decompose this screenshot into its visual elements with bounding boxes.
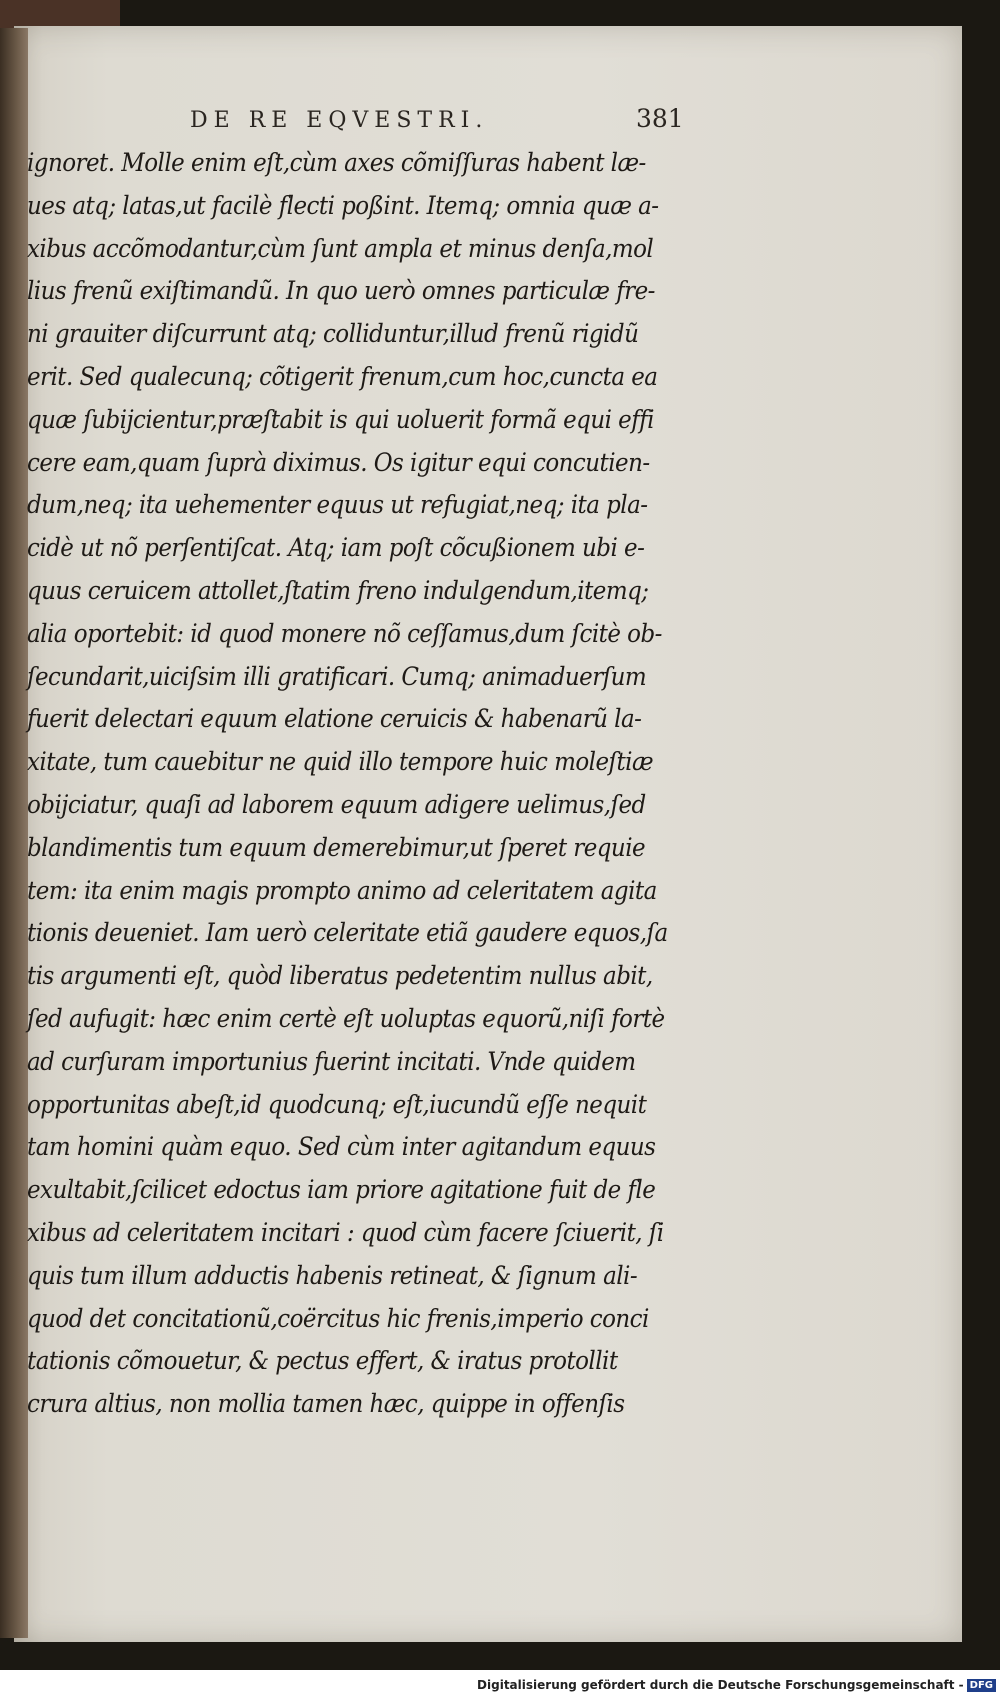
text-line: quus ceruicem attollet,ſtatim freno indulgendum,itemq;: [27, 575, 649, 605]
text-line: blandimentis tum equum demerebimur,ut ſperet requie: [27, 832, 646, 862]
text-line: tam homini quàm equo. Sed cùm inter agitandum equus: [27, 1132, 656, 1162]
digitization-credit: [477, 1678, 996, 1692]
dfg-logo-icon: DFG: [967, 1679, 996, 1692]
text-line: dum,neq; ita uehementer equus ut refugiat,neq; ita pla-: [27, 490, 648, 520]
text-line: fuerit delectari equum elatione ceruicis & habenarũ la-: [27, 704, 642, 734]
text-line: ſecundarit,uiciſsim illi gratificari. Cumq; animaduerſum: [27, 661, 647, 691]
text-line: ni grauiter diſcurrunt atq; colliduntur,illud frenũ rigidũ: [27, 319, 639, 349]
text-line: cidè ut nõ perſentiſcat. Atq; iam poſt cõcußionem ubi e-: [27, 533, 645, 563]
text-line: tionis deueniet. Iam uerò celeritate etiã gaudere equos,ſa: [27, 918, 668, 948]
text-line: tis argumenti eſt, quòd liberatus pedetentim nullus abit,: [27, 961, 653, 991]
page-number: 381: [636, 104, 684, 133]
text-line: quis tum illum adductis habenis retineat, & ſignum ali-: [27, 1260, 638, 1290]
text-line: alia oportebit: id quod monere nõ ceſſamus,dum ſcitè ob-: [27, 618, 662, 648]
text-line: xibus accõmodantur,cùm ſunt ampla et minus denſa,mol: [27, 233, 654, 263]
text-line: tem: ita enim magis prompto animo ad celeritatem agita: [27, 875, 657, 905]
text-line: ſed aufugit: hæc enim certè eſt uoluptas equorũ,niſi fortè: [27, 1003, 665, 1033]
text-line: ues atq; latas,ut facilè flecti poßint. Itemq; omnia quæ a-: [27, 190, 659, 220]
body-text: [27, 142, 717, 1426]
text-line: crura altius, non mollia tamen hæc, quippe in offenſis: [27, 1389, 625, 1419]
text-line: erit. Sed qualecunq; cõtigerit frenum,cum hoc,cuncta ea: [27, 361, 658, 391]
text-line: xitate, tum cauebitur ne quid illo tempore huic moleſtiæ: [27, 747, 654, 777]
text-line: ad curſuram importunius fuerint incitati. Vnde quidem: [27, 1046, 636, 1076]
text-line: ignoret. Molle enim eſt,cùm axes cõmiſſuras habent læ-: [27, 148, 646, 177]
text-line: obijciatur, quaſi ad laborem equum adigere uelimus,ſed: [27, 789, 646, 819]
credit-text: Digitalisierung gefördert durch die Deutsche Forschungsgemeinschaft -: [477, 1678, 964, 1692]
text-line: exultabit,ſcilicet edoctus iam priore agitatione fuit de fle: [27, 1175, 656, 1205]
running-head: DE RE EQVESTRI.: [190, 108, 489, 133]
text-line: lius frenũ exiſtimandũ. In quo uerò omnes particulæ fre-: [27, 276, 655, 306]
text-line: cere eam,quam ſuprà diximus. Os igitur equi concutien-: [27, 447, 650, 477]
text-line: opportunitas abeſt,id quodcunq; eſt,iucundũ eſſe nequit: [27, 1089, 647, 1119]
text-line: quod det concitationũ,coërcitus hic frenis,imperio conci: [27, 1303, 649, 1333]
text-line: quæ ſubijcientur,præſtabit is qui uoluerit formã equi effi: [27, 404, 654, 434]
binding-edge-left: [0, 28, 28, 1638]
text-line: tationis cõmouetur, & pectus effert, & iratus protollit: [27, 1346, 618, 1376]
text-line: xibus ad celeritatem incitari : quod cùm facere ſciuerit, ſi: [27, 1217, 664, 1247]
